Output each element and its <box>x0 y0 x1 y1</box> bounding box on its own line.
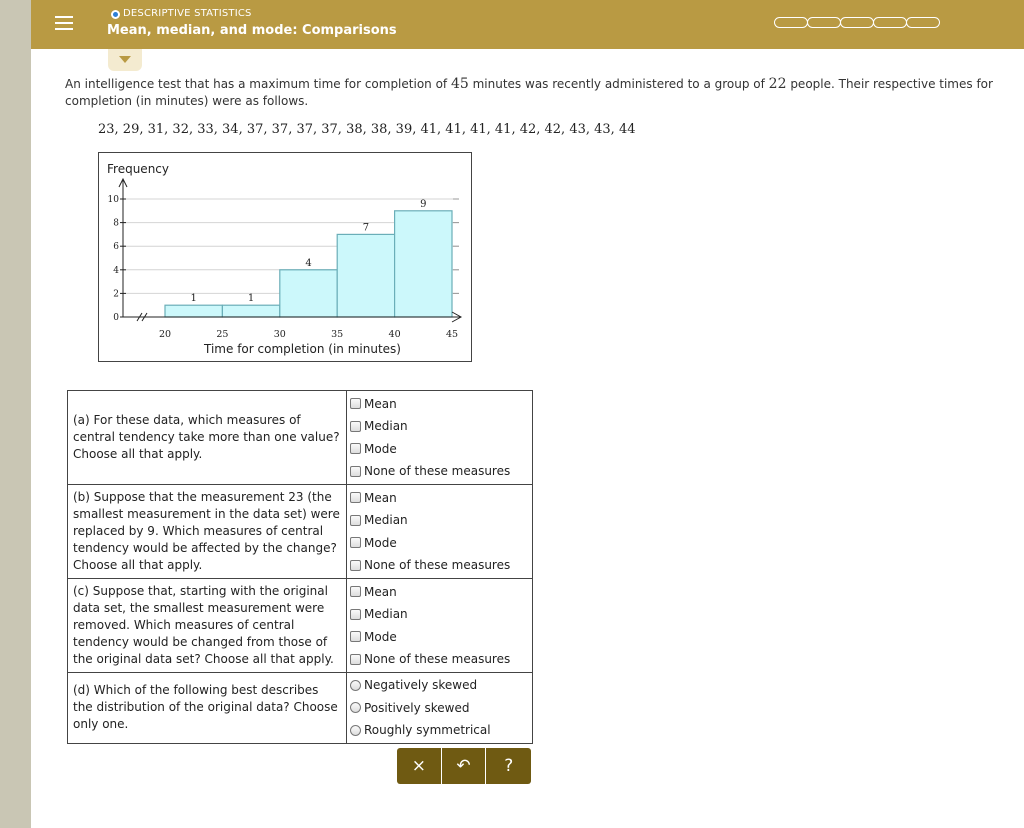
radio-option-d-2[interactable] <box>350 719 529 742</box>
menu-icon[interactable] <box>55 13 75 33</box>
header-bar <box>31 0 1024 49</box>
help-button[interactable]: ? <box>486 748 531 784</box>
checkbox-option-b-2[interactable] <box>350 532 529 555</box>
question-text-b: (b) Suppose that the measurement 23 (the smallest measurement in the data set) were replaced by 9. Which measures of central tendency would be affected by the change? Choose all that apply. <box>68 485 347 579</box>
clear-button[interactable]: × <box>397 748 442 784</box>
histogram-bar <box>337 234 394 317</box>
option-label: None of these measures <box>364 652 511 667</box>
question-text-c: (c) Suppose that, starting with the original data set, the smallest measurement were removed. Which measures of central tendency would be changed from those of the original data set? Choose all that apply. <box>68 579 347 673</box>
intro-text-1: An intelligence test that has a maximum time for completion of <box>65 77 451 91</box>
y-tick-label: 4 <box>113 265 119 276</box>
answer-options-d <box>347 673 533 744</box>
option-label: Median <box>364 607 408 622</box>
checkbox[interactable] <box>350 443 361 454</box>
checkbox[interactable] <box>350 560 361 571</box>
progress-segment <box>840 17 874 28</box>
checkbox-option-a-3[interactable] <box>350 460 529 483</box>
y-axis-label: Frequency <box>107 162 169 176</box>
checkbox[interactable] <box>350 631 361 642</box>
option-label: Negatively skewed <box>364 678 478 693</box>
option-label: Mean <box>364 490 397 505</box>
question-row-a <box>68 391 533 485</box>
question-row-b <box>68 485 533 579</box>
y-tick-label: 8 <box>113 218 119 229</box>
question-row-d <box>68 673 533 744</box>
option-label: None of these measures <box>364 558 511 573</box>
histogram-bar <box>280 270 337 317</box>
topic-status-icon <box>111 10 120 19</box>
group-size-value: 22 <box>768 76 787 92</box>
dataset-values: 23, 29, 31, 32, 33, 34, 37, 37, 37, 37, 38, 38, 39, 41, 41, 41, 41, 42, 42, 43, 43, 44 <box>98 122 636 137</box>
progress-indicator <box>774 17 939 28</box>
checkbox[interactable] <box>350 654 361 665</box>
checkbox-option-a-1[interactable] <box>350 415 529 438</box>
y-tick-label: 0 <box>113 313 119 323</box>
option-label: Mean <box>364 584 397 599</box>
y-tick-label: 10 <box>107 195 119 205</box>
problem-statement <box>65 76 995 110</box>
histogram-bar <box>165 305 222 317</box>
checkbox-option-b-0[interactable] <box>350 486 529 509</box>
bar-value-label: 1 <box>247 293 255 305</box>
checkbox-option-a-0[interactable] <box>350 392 529 415</box>
y-tick-label: 6 <box>113 242 119 253</box>
option-label: Positively skewed <box>364 700 470 715</box>
x-tick-label: 20 <box>158 329 172 340</box>
checkbox-option-c-1[interactable] <box>350 603 529 626</box>
chevron-down-icon <box>119 56 131 63</box>
checkbox[interactable] <box>350 466 361 477</box>
checkbox[interactable] <box>350 398 361 409</box>
histogram-bar <box>395 211 452 317</box>
radio-option-d-1[interactable] <box>350 697 529 720</box>
x-tick-label: 30 <box>273 329 286 340</box>
histogram-svg <box>99 153 471 361</box>
checkbox[interactable] <box>350 515 361 526</box>
page-title: Mean, median, and mode: Comparisons <box>107 23 397 38</box>
histogram-chart <box>98 152 472 362</box>
option-label: Mode <box>364 441 397 456</box>
answer-options-a <box>347 391 533 485</box>
bar-value-label: 9 <box>420 198 427 210</box>
progress-segment <box>873 17 907 28</box>
checkbox-option-c-3[interactable] <box>350 648 529 671</box>
progress-segment <box>906 17 940 28</box>
checkbox[interactable] <box>350 492 361 503</box>
option-label: Mean <box>364 396 397 411</box>
option-label: Roughly symmetrical <box>364 723 491 738</box>
question-row-c <box>68 579 533 673</box>
checkbox-option-b-3[interactable] <box>350 554 529 577</box>
option-label: Mode <box>364 629 397 644</box>
x-axis-label: Time for completion (in minutes) <box>204 342 401 356</box>
checkbox-option-a-2[interactable] <box>350 438 529 461</box>
option-label: None of these measures <box>364 464 511 479</box>
questions-table <box>67 390 533 744</box>
x-tick-label: 35 <box>331 329 344 340</box>
checkbox-option-b-1[interactable] <box>350 509 529 532</box>
radio-button[interactable] <box>350 725 361 736</box>
action-buttons <box>397 748 531 784</box>
answer-options-c <box>347 579 533 673</box>
max-time-value: 45 <box>450 76 469 92</box>
radio-button[interactable] <box>350 702 361 713</box>
topic-label: DESCRIPTIVE STATISTICS <box>123 8 252 19</box>
progress-segment <box>774 17 808 28</box>
checkbox-option-c-2[interactable] <box>350 626 529 649</box>
left-sidebar <box>0 0 31 828</box>
checkbox[interactable] <box>350 609 361 620</box>
intro-text-3: people. Their respective times for completion (in minutes) were as follows. <box>65 77 993 108</box>
bar-value-label: 7 <box>362 222 370 234</box>
undo-button[interactable]: ↶ <box>442 748 487 784</box>
checkbox[interactable] <box>350 537 361 548</box>
radio-option-d-0[interactable] <box>350 674 529 697</box>
x-tick-label: 45 <box>445 329 459 340</box>
checkbox[interactable] <box>350 421 361 432</box>
expand-toggle-button[interactable] <box>108 49 142 71</box>
question-text-a: (a) For these data, which measures of central tendency take more than one value? Choose all that apply. <box>68 391 347 485</box>
checkbox-option-c-0[interactable] <box>350 580 529 603</box>
question-text-d: (d) Which of the following best describes the distribution of the original data? Choose only one. <box>68 673 347 744</box>
y-tick-label: 2 <box>113 289 119 300</box>
radio-button[interactable] <box>350 680 361 691</box>
x-tick-label: 40 <box>388 329 401 340</box>
answer-options-b <box>347 485 533 579</box>
histogram-bar <box>222 305 279 317</box>
option-label: Median <box>364 419 408 434</box>
bar-value-label: 4 <box>305 257 312 269</box>
progress-segment <box>807 17 841 28</box>
option-label: Mode <box>364 535 397 550</box>
checkbox[interactable] <box>350 586 361 597</box>
intro-text-2: minutes was recently administered to a group of <box>468 77 769 91</box>
option-label: Median <box>364 513 408 528</box>
x-tick-label: 25 <box>216 329 229 340</box>
bar-value-label: 1 <box>190 293 197 305</box>
